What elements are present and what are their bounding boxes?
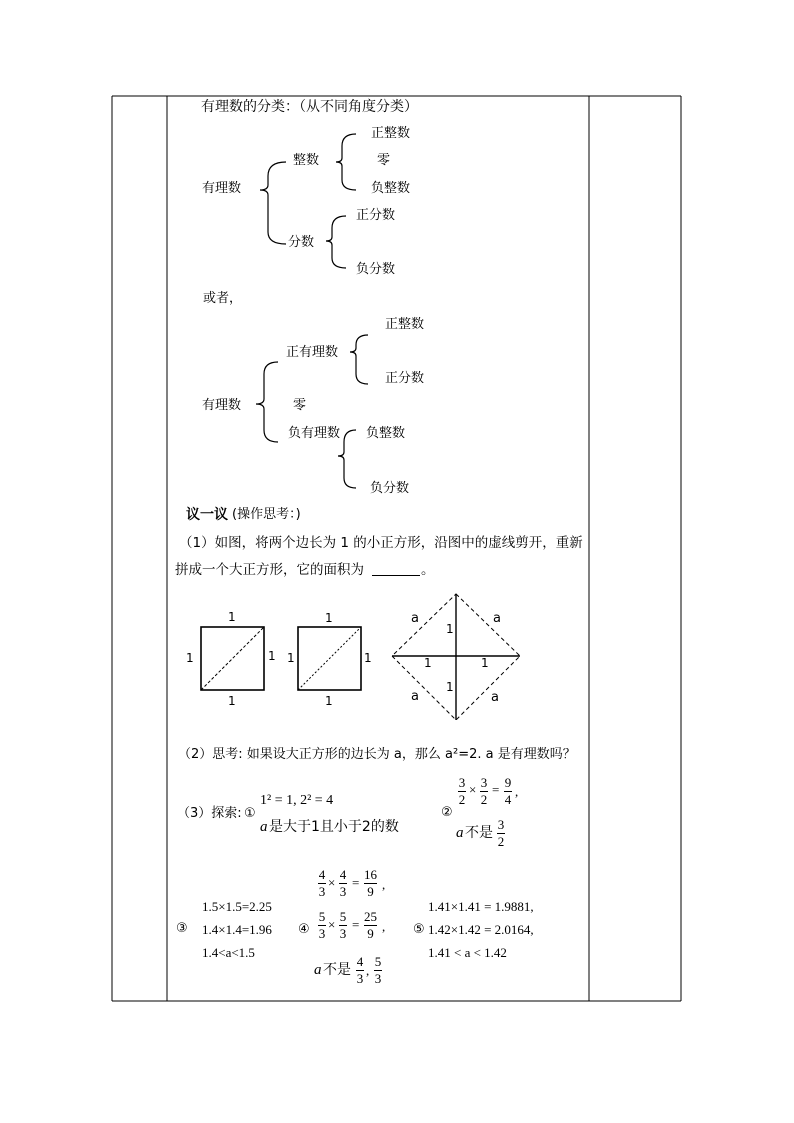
tree1-positive-integer: 正整数	[371, 126, 411, 141]
equals-sign: =	[352, 875, 360, 890]
explore-1-a: a	[260, 819, 268, 835]
explore-2-not-is: 不是	[465, 825, 493, 841]
explore-5-line-3: 1.41 < a < 1.42	[428, 945, 507, 960]
classification-title: 有理数的分类：（从不同角度分类）	[201, 99, 418, 115]
question-2: （2）思考: 如果设大正方形的边长为 a，那么 a²=2. a 是有理数吗？	[178, 747, 576, 762]
discuss-heading: 议一议	[186, 507, 228, 523]
comma: ,	[515, 784, 519, 799]
circled-2: ②	[441, 805, 453, 820]
label-a: a	[411, 689, 419, 704]
fraction-5-3: 5 3	[318, 909, 326, 941]
label-one: 1	[325, 611, 333, 625]
tree2-negative-rational: 负有理数	[288, 426, 341, 441]
explore-5-line-1: 1.41×1.41 = 1.9881,	[428, 899, 534, 914]
tree1-negative-fraction: 负分数	[356, 262, 396, 277]
fraction-4-3: 4 3	[356, 954, 364, 986]
label-one: 1	[446, 680, 454, 694]
fraction-3-2: 3 2	[497, 817, 505, 849]
label-a: a	[411, 611, 419, 626]
label-a: a	[491, 690, 499, 705]
comma: ,	[382, 919, 386, 934]
tree1-negative-integer: 负整数	[371, 181, 411, 196]
explore-3-line-3: 1.4<a<1.5	[202, 945, 255, 960]
tree2-zero: 零	[293, 398, 307, 413]
times-sign: ×	[328, 917, 336, 932]
equals-sign: =	[352, 917, 360, 932]
tree1-positive-fraction: 正分数	[356, 208, 396, 223]
question-3-label: （3）探索:	[177, 806, 242, 821]
circled-4: ④	[298, 922, 310, 937]
discuss-heading-paren: (操作思考：)	[232, 507, 301, 522]
explore-1-line-2: 是大于1且小于2的数	[269, 819, 399, 835]
explore-2-a: a	[456, 825, 464, 841]
or-label: 或者，	[203, 291, 243, 306]
fraction-4-3: 4 3	[318, 867, 326, 899]
label-a: a	[493, 611, 501, 626]
tree1-root: 有理数	[202, 181, 242, 196]
tree2-root: 有理数	[202, 398, 242, 413]
tree2-positive-fraction: 正分数	[385, 371, 425, 386]
tree2-negative-fraction: 负分数	[370, 481, 410, 496]
fraction-4-3: 4 3	[339, 867, 347, 899]
tree2-positive-rational: 正有理数	[286, 345, 339, 360]
explore-4-a: a	[314, 962, 322, 978]
fraction-9-4: 9 4	[504, 775, 512, 807]
circled-5: ⑤	[413, 922, 425, 937]
label-one: 1	[268, 649, 276, 663]
question-1-line-1: （1）如图，将两个边长为 1 的小正方形，沿图中的虚线剪开，重新	[179, 535, 583, 551]
fraction-16-9: 16 9	[364, 867, 377, 899]
fraction-3-2: 3 2	[458, 775, 466, 807]
tree1-integer: 整数	[293, 153, 320, 168]
tree2-negative-integer: 负整数	[366, 426, 406, 441]
explore-3-line-2: 1.4×1.4=1.96	[202, 922, 272, 937]
label-one: 1	[446, 622, 454, 636]
label-one: 1	[481, 656, 489, 670]
cut-line-right	[298, 627, 361, 690]
label-one: 1	[186, 651, 194, 665]
comma: ,	[366, 963, 370, 978]
tree2-positive-integer: 正整数	[385, 317, 425, 332]
circled-1: ①	[244, 806, 256, 821]
explore-4-not-is: 不是	[323, 962, 351, 978]
fraction-5-3: 5 3	[374, 954, 382, 986]
question-1-line-2: 拼成一个大正方形，它的面积为	[175, 562, 364, 578]
label-one: 1	[287, 651, 295, 665]
fraction-5-3: 5 3	[339, 909, 347, 941]
fraction-25-9: 25 9	[364, 909, 377, 941]
fraction-3-2: 3 2	[480, 775, 488, 807]
label-one: 1	[228, 610, 236, 624]
label-one: 1	[325, 694, 333, 708]
explore-1-line-1: 1² = 1, 2² = 4	[260, 793, 334, 808]
times-sign: ×	[328, 875, 336, 890]
tree1-fraction: 分数	[288, 235, 315, 250]
comma: ,	[382, 877, 386, 892]
times-sign: ×	[469, 782, 477, 797]
equals-sign: =	[492, 782, 500, 797]
label-one: 1	[364, 651, 372, 665]
cut-line-left	[201, 627, 264, 690]
circled-3: ③	[176, 921, 188, 936]
tree1-zero: 零	[377, 153, 391, 168]
label-one: 1	[424, 656, 432, 670]
label-one: 1	[228, 694, 236, 708]
explore-5-line-2: 1.42×1.42 = 2.0164,	[428, 922, 534, 937]
explore-3-line-1: 1.5×1.5=2.25	[202, 899, 272, 914]
question-1-end: 。	[421, 562, 435, 578]
